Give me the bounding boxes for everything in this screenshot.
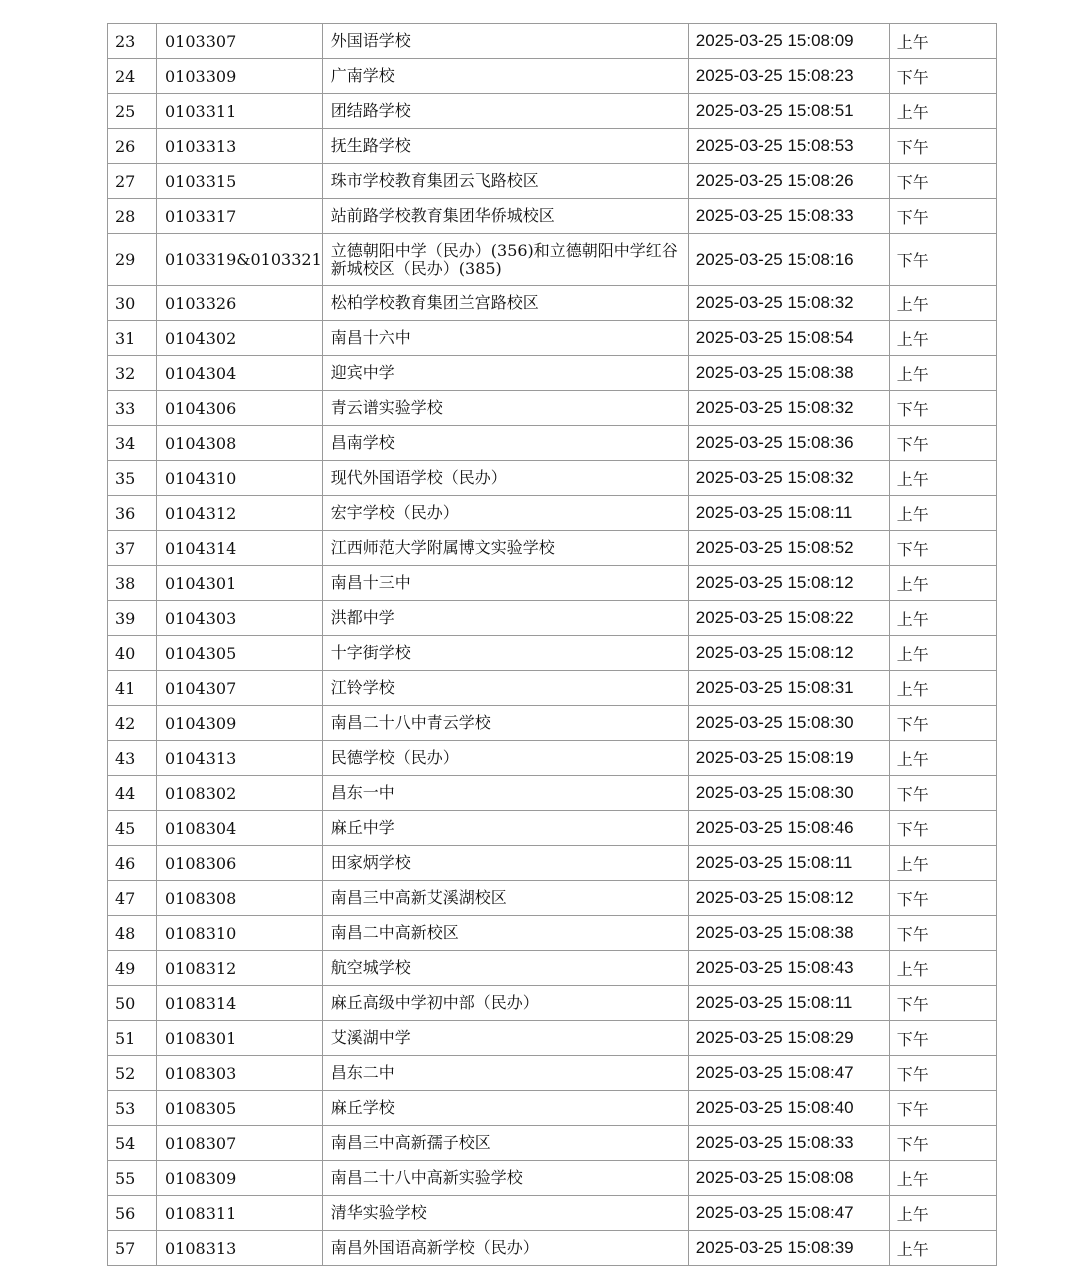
timestamp-cell: 2025-03-25 15:08:26 [688, 164, 889, 199]
session-cell: 下午 [889, 776, 996, 811]
table-row [108, 1126, 997, 1161]
session-cell: 下午 [889, 986, 996, 1021]
school-name-cell: 清华实验学校 [322, 1196, 688, 1231]
timestamp-cell: 2025-03-25 15:08:46 [688, 811, 889, 846]
session-cell: 上午 [889, 24, 996, 59]
timestamp-cell: 2025-03-25 15:08:16 [688, 234, 889, 286]
table-row [108, 916, 997, 951]
row-number-cell: 47 [108, 881, 157, 916]
school-name-cell: 外国语学校 [322, 24, 688, 59]
timestamp-cell: 2025-03-25 15:08:08 [688, 1161, 889, 1196]
school-code-cell: 0108305 [157, 1091, 323, 1126]
school-name-cell: 宏宇学校（民办） [322, 496, 688, 531]
timestamp-cell: 2025-03-25 15:08:32 [688, 461, 889, 496]
session-cell: 上午 [889, 741, 996, 776]
table-row [108, 321, 997, 356]
school-name-cell: 江西师范大学附属博文实验学校 [322, 531, 688, 566]
timestamp-cell: 2025-03-25 15:08:40 [688, 1091, 889, 1126]
row-number-cell: 30 [108, 286, 157, 321]
school-code-cell: 0104306 [157, 391, 323, 426]
row-number-cell: 35 [108, 461, 157, 496]
table-row [108, 426, 997, 461]
session-cell: 上午 [889, 1161, 996, 1196]
session-cell: 下午 [889, 164, 996, 199]
table-row [108, 461, 997, 496]
session-cell: 上午 [889, 1196, 996, 1231]
session-cell: 上午 [889, 566, 996, 601]
school-code-cell: 0108304 [157, 811, 323, 846]
row-number-cell: 29 [108, 234, 157, 286]
school-name-cell: 民德学校（民办） [322, 741, 688, 776]
school-code-cell: 0104314 [157, 531, 323, 566]
school-name-cell: 南昌三中高新艾溪湖校区 [322, 881, 688, 916]
timestamp-cell: 2025-03-25 15:08:36 [688, 426, 889, 461]
timestamp-cell: 2025-03-25 15:08:30 [688, 776, 889, 811]
session-cell: 下午 [889, 1091, 996, 1126]
table-row [108, 1161, 997, 1196]
school-code-cell: 0108307 [157, 1126, 323, 1161]
school-name-cell: 航空城学校 [322, 951, 688, 986]
row-number-cell: 53 [108, 1091, 157, 1126]
timestamp-cell: 2025-03-25 15:08:47 [688, 1196, 889, 1231]
row-number-cell: 55 [108, 1161, 157, 1196]
table-row [108, 391, 997, 426]
table-row [108, 566, 997, 601]
timestamp-cell: 2025-03-25 15:08:47 [688, 1056, 889, 1091]
table-row [108, 286, 997, 321]
timestamp-cell: 2025-03-25 15:08:53 [688, 129, 889, 164]
school-name-cell: 麻丘高级中学初中部（民办） [322, 986, 688, 1021]
school-name-cell: 麻丘中学 [322, 811, 688, 846]
school-code-cell: 0108306 [157, 846, 323, 881]
school-code-cell: 0108303 [157, 1056, 323, 1091]
school-name-cell: 田家炳学校 [322, 846, 688, 881]
school-name-cell: 珠市学校教育集团云飞路校区 [322, 164, 688, 199]
table-row [108, 164, 997, 199]
timestamp-cell: 2025-03-25 15:08:12 [688, 881, 889, 916]
school-code-cell: 0104304 [157, 356, 323, 391]
row-number-cell: 41 [108, 671, 157, 706]
table-row [108, 24, 997, 59]
table-row [108, 1196, 997, 1231]
table-row [108, 1091, 997, 1126]
school-name-cell: 昌东二中 [322, 1056, 688, 1091]
school-name-cell: 广南学校 [322, 59, 688, 94]
table-body [108, 24, 997, 1266]
table-row [108, 531, 997, 566]
table-row [108, 356, 997, 391]
timestamp-cell: 2025-03-25 15:08:19 [688, 741, 889, 776]
session-cell: 上午 [889, 951, 996, 986]
session-cell: 上午 [889, 1231, 996, 1266]
school-code-cell: 0104307 [157, 671, 323, 706]
row-number-cell: 56 [108, 1196, 157, 1231]
school-name-cell: 迎宾中学 [322, 356, 688, 391]
row-number-cell: 26 [108, 129, 157, 164]
school-name-cell: 团结路学校 [322, 94, 688, 129]
school-name-cell: 青云谱实验学校 [322, 391, 688, 426]
table-row [108, 129, 997, 164]
school-name-cell: 艾溪湖中学 [322, 1021, 688, 1056]
session-cell: 下午 [889, 811, 996, 846]
row-number-cell: 42 [108, 706, 157, 741]
school-code-cell: 0103317 [157, 199, 323, 234]
school-code-cell: 0103311 [157, 94, 323, 129]
row-number-cell: 46 [108, 846, 157, 881]
session-cell: 下午 [889, 531, 996, 566]
timestamp-cell: 2025-03-25 15:08:51 [688, 94, 889, 129]
session-cell: 上午 [889, 94, 996, 129]
row-number-cell: 25 [108, 94, 157, 129]
row-number-cell: 36 [108, 496, 157, 531]
school-code-cell: 0108302 [157, 776, 323, 811]
timestamp-cell: 2025-03-25 15:08:12 [688, 566, 889, 601]
school-name-cell: 昌东一中 [322, 776, 688, 811]
table-row [108, 199, 997, 234]
session-cell: 上午 [889, 636, 996, 671]
session-cell: 下午 [889, 1056, 996, 1091]
table-row [108, 234, 997, 286]
school-code-cell: 0104310 [157, 461, 323, 496]
session-cell: 下午 [889, 199, 996, 234]
school-name-cell: 站前路学校教育集团华侨城校区 [322, 199, 688, 234]
school-code-cell: 0108310 [157, 916, 323, 951]
row-number-cell: 24 [108, 59, 157, 94]
row-number-cell: 39 [108, 601, 157, 636]
row-number-cell: 38 [108, 566, 157, 601]
timestamp-cell: 2025-03-25 15:08:11 [688, 846, 889, 881]
school-code-cell: 0108314 [157, 986, 323, 1021]
table-row [108, 1231, 997, 1266]
timestamp-cell: 2025-03-25 15:08:33 [688, 199, 889, 234]
session-cell: 上午 [889, 496, 996, 531]
school-code-cell: 0108311 [157, 1196, 323, 1231]
session-cell: 上午 [889, 601, 996, 636]
session-cell: 上午 [889, 461, 996, 496]
row-number-cell: 52 [108, 1056, 157, 1091]
table-row [108, 881, 997, 916]
school-name-cell: 洪都中学 [322, 601, 688, 636]
row-number-cell: 37 [108, 531, 157, 566]
school-code-cell: 0104313 [157, 741, 323, 776]
table-row [108, 94, 997, 129]
school-name-cell: 江铃学校 [322, 671, 688, 706]
school-name-cell: 南昌二十八中青云学校 [322, 706, 688, 741]
table-row [108, 1056, 997, 1091]
timestamp-cell: 2025-03-25 15:08:32 [688, 286, 889, 321]
school-name-cell: 昌南学校 [322, 426, 688, 461]
session-cell: 下午 [889, 706, 996, 741]
row-number-cell: 45 [108, 811, 157, 846]
school-code-cell: 0103313 [157, 129, 323, 164]
session-cell: 下午 [889, 234, 996, 286]
row-number-cell: 51 [108, 1021, 157, 1056]
school-code-cell: 0103319&0103321 [157, 234, 323, 286]
school-code-cell: 0108313 [157, 1231, 323, 1266]
timestamp-cell: 2025-03-25 15:08:11 [688, 496, 889, 531]
school-code-cell: 0103326 [157, 286, 323, 321]
session-cell: 上午 [889, 846, 996, 881]
document-page [107, 23, 997, 1266]
table-row [108, 951, 997, 986]
table-row [108, 1021, 997, 1056]
row-number-cell: 44 [108, 776, 157, 811]
timestamp-cell: 2025-03-25 15:08:30 [688, 706, 889, 741]
session-cell: 下午 [889, 426, 996, 461]
table-row [108, 671, 997, 706]
table-row [108, 811, 997, 846]
session-cell: 下午 [889, 59, 996, 94]
row-number-cell: 50 [108, 986, 157, 1021]
row-number-cell: 57 [108, 1231, 157, 1266]
school-name-cell: 立德朝阳中学（民办）(356)和立德朝阳中学红谷新城校区（民办）(385) [322, 234, 688, 286]
school-code-cell: 0108301 [157, 1021, 323, 1056]
row-number-cell: 32 [108, 356, 157, 391]
timestamp-cell: 2025-03-25 15:08:11 [688, 986, 889, 1021]
timestamp-cell: 2025-03-25 15:08:38 [688, 916, 889, 951]
row-number-cell: 34 [108, 426, 157, 461]
session-cell: 下午 [889, 916, 996, 951]
school-code-cell: 0104305 [157, 636, 323, 671]
school-code-cell: 0108308 [157, 881, 323, 916]
school-name-cell: 南昌三中高新孺子校区 [322, 1126, 688, 1161]
row-number-cell: 28 [108, 199, 157, 234]
school-code-cell: 0108309 [157, 1161, 323, 1196]
row-number-cell: 43 [108, 741, 157, 776]
school-code-cell: 0103309 [157, 59, 323, 94]
table-row [108, 741, 997, 776]
row-number-cell: 33 [108, 391, 157, 426]
row-number-cell: 54 [108, 1126, 157, 1161]
school-code-cell: 0104303 [157, 601, 323, 636]
school-name-cell: 南昌十三中 [322, 566, 688, 601]
table-row [108, 776, 997, 811]
session-cell: 下午 [889, 129, 996, 164]
row-number-cell: 40 [108, 636, 157, 671]
session-cell: 下午 [889, 1021, 996, 1056]
table-row [108, 846, 997, 881]
session-cell: 上午 [889, 671, 996, 706]
timestamp-cell: 2025-03-25 15:08:52 [688, 531, 889, 566]
school-code-cell: 0104312 [157, 496, 323, 531]
school-code-cell: 0104301 [157, 566, 323, 601]
timestamp-cell: 2025-03-25 15:08:39 [688, 1231, 889, 1266]
timestamp-cell: 2025-03-25 15:08:23 [688, 59, 889, 94]
school-name-cell: 南昌二十八中高新实验学校 [322, 1161, 688, 1196]
table-row [108, 496, 997, 531]
session-cell: 下午 [889, 1126, 996, 1161]
school-name-cell: 南昌二中高新校区 [322, 916, 688, 951]
timestamp-cell: 2025-03-25 15:08:38 [688, 356, 889, 391]
session-cell: 上午 [889, 321, 996, 356]
timestamp-cell: 2025-03-25 15:08:32 [688, 391, 889, 426]
school-code-cell: 0103315 [157, 164, 323, 199]
school-code-cell: 0104308 [157, 426, 323, 461]
school-name-cell: 现代外国语学校（民办） [322, 461, 688, 496]
school-code-cell: 0104309 [157, 706, 323, 741]
table-row [108, 636, 997, 671]
school-name-cell: 南昌十六中 [322, 321, 688, 356]
table-row [108, 706, 997, 741]
school-code-cell: 0108312 [157, 951, 323, 986]
session-cell: 上午 [889, 286, 996, 321]
session-cell: 上午 [889, 356, 996, 391]
timestamp-cell: 2025-03-25 15:08:22 [688, 601, 889, 636]
school-name-cell: 南昌外国语高新学校（民办） [322, 1231, 688, 1266]
school-name-cell: 抚生路学校 [322, 129, 688, 164]
school-code-cell: 0103307 [157, 24, 323, 59]
timestamp-cell: 2025-03-25 15:08:12 [688, 636, 889, 671]
row-number-cell: 49 [108, 951, 157, 986]
table-row [108, 986, 997, 1021]
school-name-cell: 麻丘学校 [322, 1091, 688, 1126]
school-code-cell: 0104302 [157, 321, 323, 356]
timestamp-cell: 2025-03-25 15:08:33 [688, 1126, 889, 1161]
row-number-cell: 23 [108, 24, 157, 59]
school-name-cell: 十字街学校 [322, 636, 688, 671]
timestamp-cell: 2025-03-25 15:08:09 [688, 24, 889, 59]
school-name-cell: 松柏学校教育集团兰宫路校区 [322, 286, 688, 321]
row-number-cell: 31 [108, 321, 157, 356]
row-number-cell: 27 [108, 164, 157, 199]
table-row [108, 59, 997, 94]
timestamp-cell: 2025-03-25 15:08:54 [688, 321, 889, 356]
school-time-table [107, 23, 997, 1266]
session-cell: 下午 [889, 881, 996, 916]
timestamp-cell: 2025-03-25 15:08:29 [688, 1021, 889, 1056]
table-row [108, 601, 997, 636]
timestamp-cell: 2025-03-25 15:08:43 [688, 951, 889, 986]
timestamp-cell: 2025-03-25 15:08:31 [688, 671, 889, 706]
session-cell: 下午 [889, 391, 996, 426]
row-number-cell: 48 [108, 916, 157, 951]
